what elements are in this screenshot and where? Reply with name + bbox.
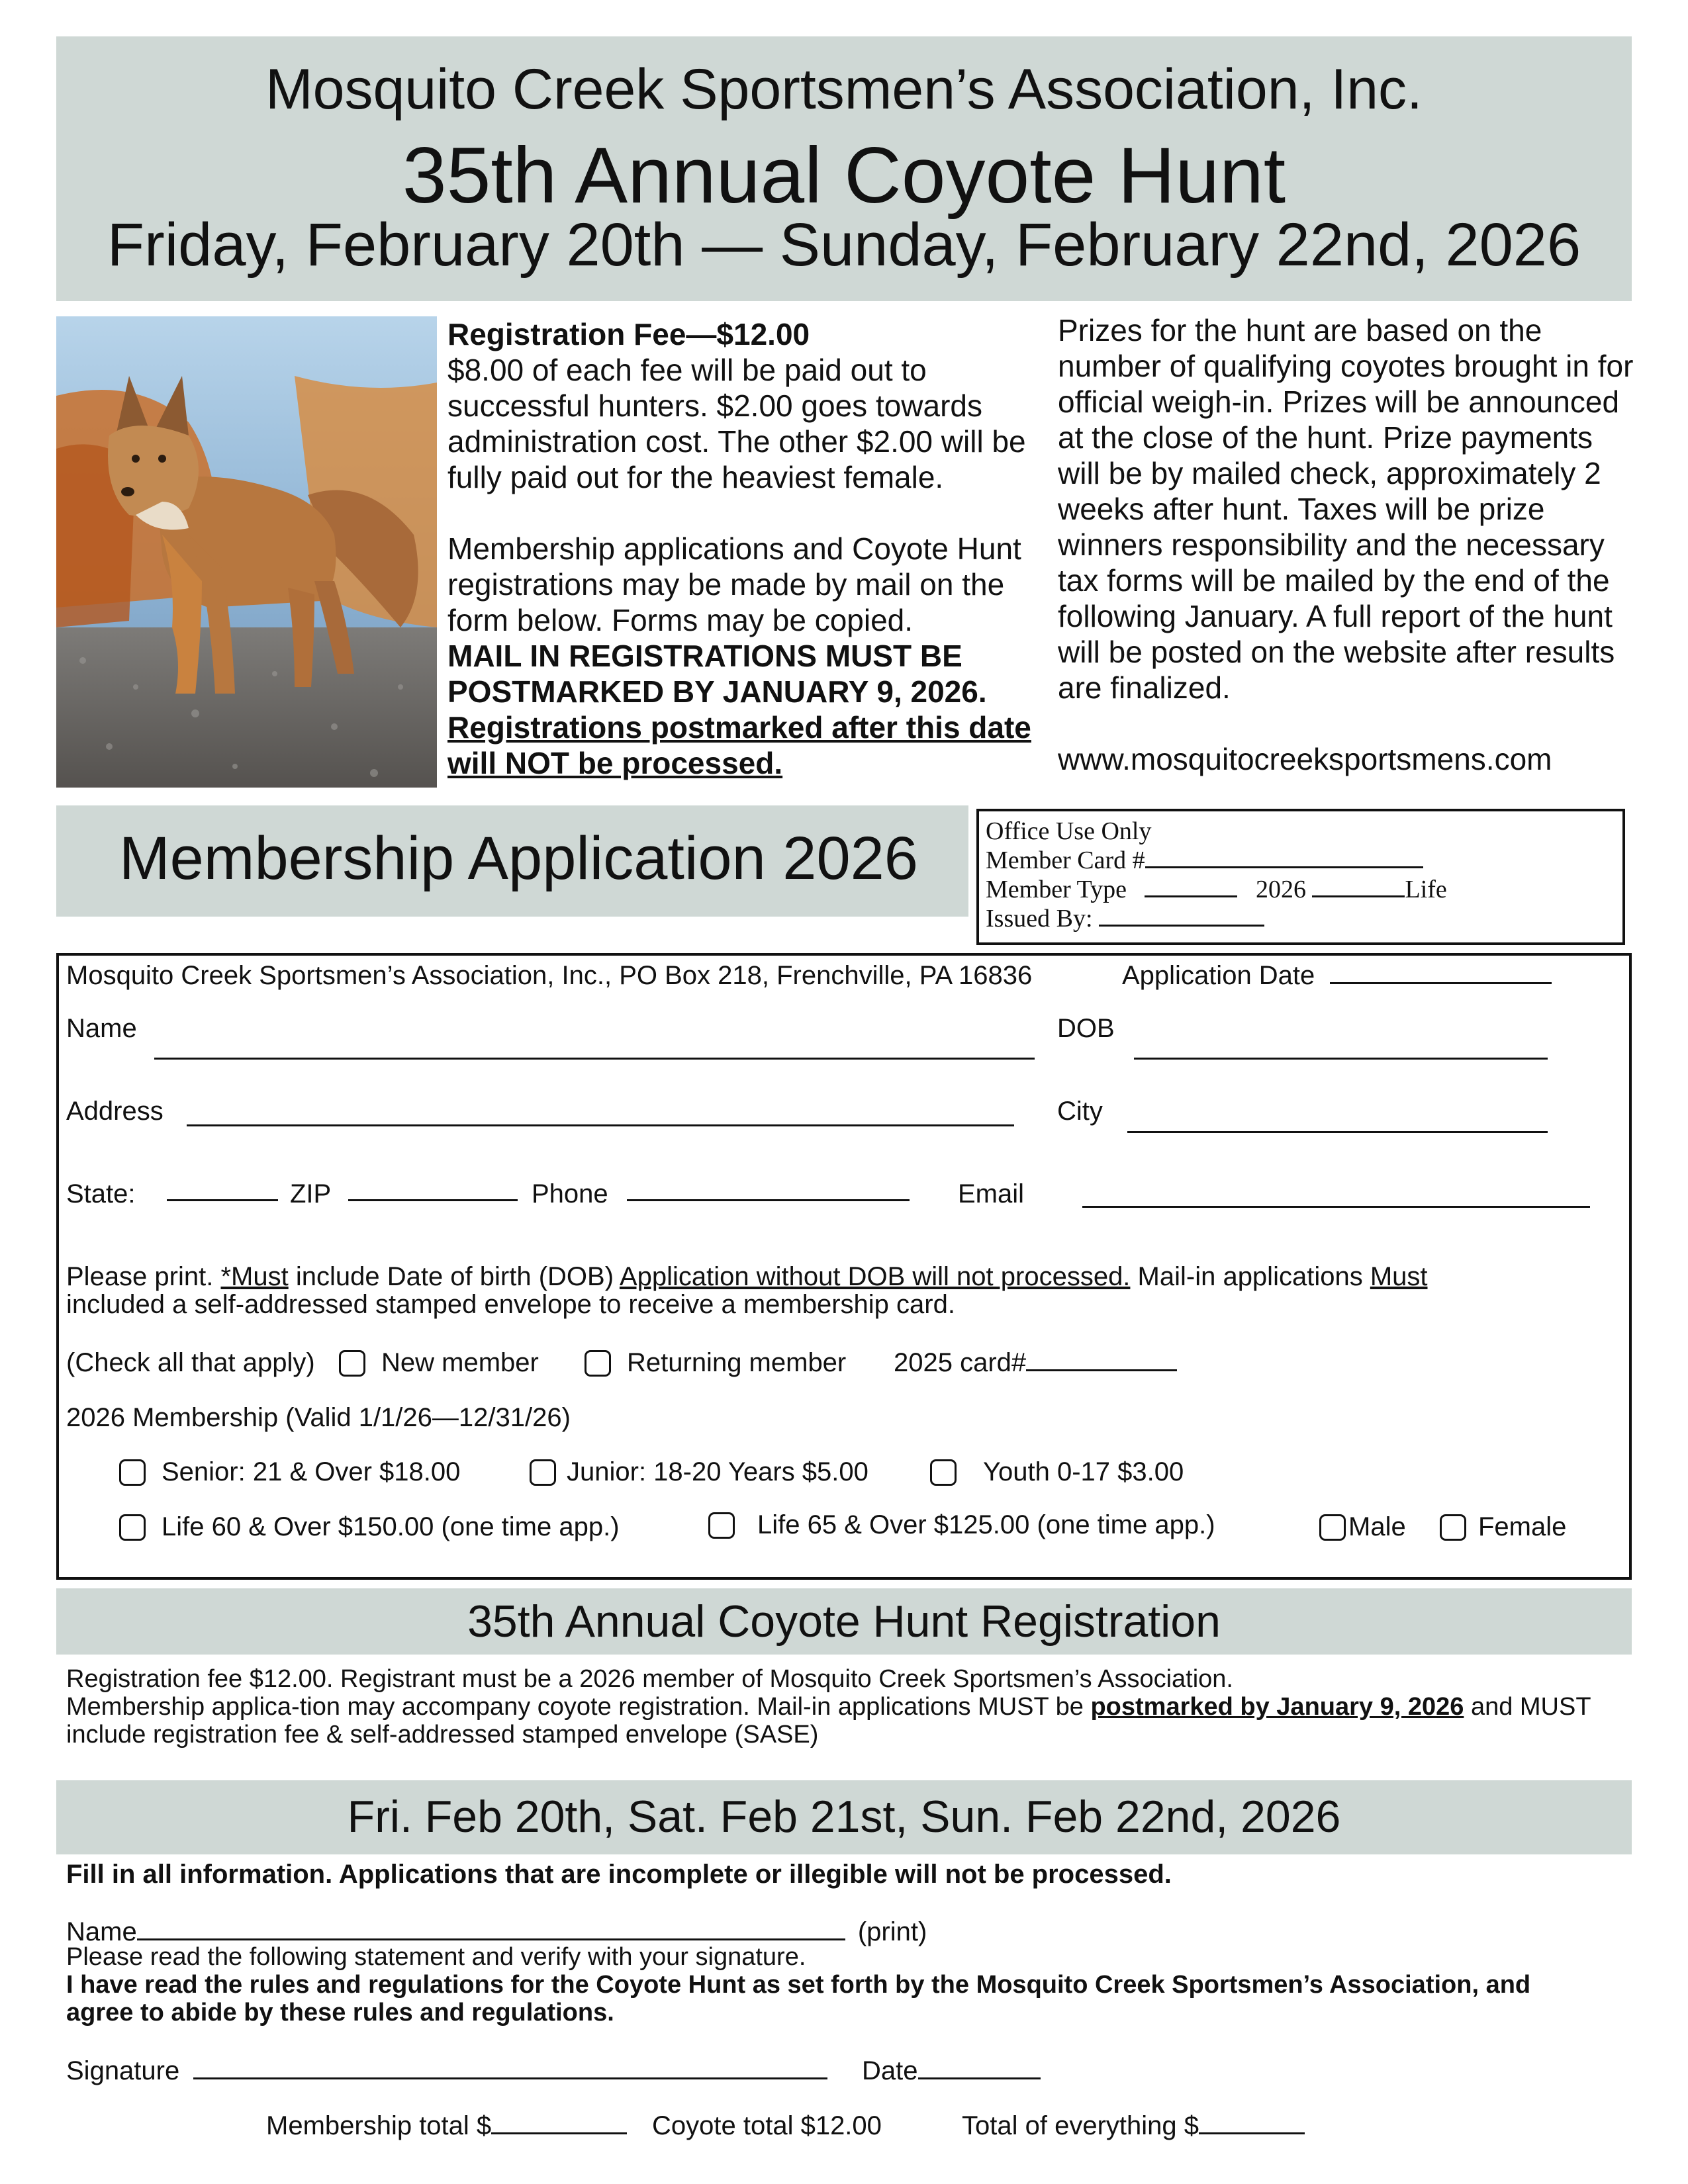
- life-65-checkbox[interactable]: [708, 1512, 735, 1539]
- notice-must-2: Must: [1370, 1262, 1428, 1291]
- returning-member-label: Returning member: [627, 1348, 847, 1377]
- notice-dob-warning: Application without DOB will not processed.: [619, 1262, 1131, 1291]
- please-read: Please read the following statement and verify with your signature.: [66, 1943, 806, 1971]
- reg-name-label: Name: [66, 1917, 137, 1946]
- returning-member-checkbox[interactable]: [585, 1350, 611, 1377]
- fee-title: Registration Fee—$12.00: [447, 317, 810, 351]
- dob-label: DOB: [1057, 1014, 1115, 1043]
- female-checkbox[interactable]: [1440, 1514, 1466, 1541]
- agreement-statement: I have read the rules and regulations for the Coyote Hunt as set forth by the Mosquito Creek Sportsmen’s Association, and agree to abide by these rules and regulations.: [66, 1971, 1531, 2026]
- member-card-label: Member Card #: [986, 846, 1145, 874]
- member-type-life: Life: [1405, 876, 1447, 903]
- registration-text: [66, 1665, 1628, 1749]
- application-date-field[interactable]: [1330, 982, 1552, 984]
- date-field[interactable]: [918, 2077, 1041, 2079]
- zip-field[interactable]: [348, 1199, 518, 1201]
- new-member-label: New member: [381, 1348, 539, 1377]
- email-field[interactable]: [1082, 1206, 1590, 1208]
- registration-text-b: Membership applica-tion may accompany coyote registration. Mail-in applications MUST be: [66, 1693, 1091, 1721]
- new-member-checkbox[interactable]: [339, 1350, 365, 1377]
- office-use-box: [976, 809, 1625, 945]
- name-field[interactable]: [154, 1058, 1035, 1060]
- state-field[interactable]: [167, 1199, 278, 1201]
- senior-label: Senior: 21 & Over $18.00: [162, 1457, 461, 1486]
- card-2025-label: 2025 card#: [894, 1348, 1027, 1377]
- prizes-column: [1058, 312, 1640, 777]
- state-label: State:: [66, 1179, 136, 1208]
- junior-label: Junior: 18-20 Years $5.00: [567, 1457, 868, 1486]
- fill-in-notice: Fill in all information. Applications that are incomplete or illegible will not be processed.: [66, 1860, 1172, 1889]
- member-card-line[interactable]: [1145, 866, 1423, 868]
- website-link[interactable]: www.mosquitocreeksportsmens.com: [1058, 742, 1552, 776]
- print-label: (print): [857, 1917, 927, 1946]
- notice-e: Mail-in applications: [1130, 1262, 1370, 1291]
- total-everything-field[interactable]: [1199, 2132, 1305, 2134]
- junior-checkbox[interactable]: [530, 1459, 556, 1486]
- card-2025-field[interactable]: [1026, 1369, 1177, 1371]
- male-label: Male: [1348, 1512, 1406, 1541]
- mail-paragraph: Membership applications and Coyote Hunt registrations may be made by mail on the form below. Forms may be copied.: [447, 531, 1021, 637]
- date-label: Date: [862, 2056, 918, 2085]
- application-date-label: Application Date: [1122, 961, 1315, 990]
- registration-deadline: postmarked by January 9, 2026: [1090, 1693, 1464, 1721]
- name-label: Name: [66, 1014, 137, 1043]
- fee-paragraph: $8.00 of each fee will be paid out to successful hunters. $2.00 goes towards administration cost. The other $2.00 will be fully paid out for the heaviest female.: [447, 353, 1026, 494]
- phone-field[interactable]: [627, 1199, 910, 1201]
- check-all-label: (Check all that apply): [66, 1348, 315, 1377]
- male-checkbox[interactable]: [1319, 1514, 1346, 1541]
- hunt-dates: Fri. Feb 20th, Sat. Feb 21st, Sun. Feb 22nd, 2026: [347, 1792, 1341, 1842]
- office-heading: Office Use Only: [986, 817, 1152, 845]
- email-label: Email: [958, 1179, 1025, 1208]
- coyote-photo: [56, 316, 437, 788]
- address-label: Address: [66, 1097, 164, 1126]
- org-title: Mosquito Creek Sportsmen’s Association, Inc.: [265, 58, 1423, 121]
- senior-checkbox[interactable]: [119, 1459, 146, 1486]
- zip-label: ZIP: [290, 1179, 332, 1208]
- life-60-label: Life 60 & Over $150.00 (one time app.): [162, 1512, 620, 1541]
- city-field[interactable]: [1127, 1131, 1548, 1133]
- life-60-checkbox[interactable]: [119, 1514, 146, 1541]
- member-type-year: 2026: [1255, 876, 1306, 903]
- membership-total-field[interactable]: [491, 2132, 627, 2134]
- prizes-text: Prizes for the hunt are based on the number of qualifying coyotes brought in for official weigh-in. Prizes will be announced at the close of the hunt. Prize payments will be by mailed check, approximately 2 weeks after hunt. Taxes will be prize winners responsibility and the necessary tax forms will be mailed by the end of the following January. A full report of the hunt will be posted on the website after results are finalized.: [1058, 313, 1634, 705]
- membership-title: Membership Application 2026: [119, 825, 918, 892]
- issued-by-line[interactable]: [1099, 925, 1264, 927]
- signature-label: Signature: [66, 2056, 180, 2085]
- life-65-label: Life 65 & Over $125.00 (one time app.): [757, 1510, 1215, 1539]
- event-title: 35th Annual Coyote Hunt: [402, 131, 1286, 220]
- mailing-address: Mosquito Creek Sportsmen’s Association, Inc., PO Box 218, Frenchville, PA 16836: [66, 961, 1033, 990]
- mail-deadline: MAIL IN REGISTRATIONS MUST BE POSTMARKED BY JANUARY 9, 2026.: [447, 639, 987, 709]
- city-label: City: [1057, 1097, 1103, 1126]
- registration-text-a: Registration fee $12.00. Registrant must be a 2026 member of Mosquito Creek Sportsmen’s Association.: [66, 1665, 1233, 1693]
- notice-c: include Date of birth (DOB): [288, 1262, 620, 1291]
- notice-must: *Must: [220, 1262, 289, 1291]
- notice-a: Please print.: [66, 1262, 221, 1291]
- total-everything-label: Total of everything $: [962, 2111, 1199, 2140]
- registration-title: 35th Annual Coyote Hunt Registration: [467, 1596, 1221, 1647]
- notice-line-2: included a self-addressed stamped envelope to receive a membership card.: [66, 1290, 955, 1319]
- coyote-total: Coyote total $12.00: [652, 2111, 882, 2140]
- signature-field[interactable]: [193, 2077, 827, 2079]
- member-type-year-line[interactable]: [1145, 895, 1237, 897]
- membership-notice: [66, 1263, 1615, 1318]
- youth-checkbox[interactable]: [930, 1459, 957, 1486]
- address-field[interactable]: [187, 1124, 1014, 1126]
- reg-name-field[interactable]: [137, 1938, 845, 1940]
- dob-field[interactable]: [1134, 1058, 1548, 1060]
- late-notice: Registrations postmarked after this date will NOT be processed.: [447, 710, 1031, 780]
- female-label: Female: [1478, 1512, 1567, 1541]
- issued-by-label: Issued By:: [986, 905, 1093, 933]
- membership-total-label: Membership total $: [266, 2111, 492, 2140]
- event-dates: Friday, February 20th — Sunday, February 22nd, 2026: [107, 211, 1581, 279]
- youth-label: Youth 0-17 $3.00: [983, 1457, 1184, 1486]
- registration-text-d: and MUST include registration fee & self-addressed stamped envelope (SASE): [66, 1693, 1591, 1749]
- member-type-label: Member Type: [986, 876, 1127, 903]
- fee-column: [447, 316, 1043, 781]
- membership-valid: 2026 Membership (Valid 1/1/26—12/31/26): [66, 1403, 571, 1432]
- phone-label: Phone: [532, 1179, 608, 1208]
- member-type-life-line[interactable]: [1312, 895, 1405, 897]
